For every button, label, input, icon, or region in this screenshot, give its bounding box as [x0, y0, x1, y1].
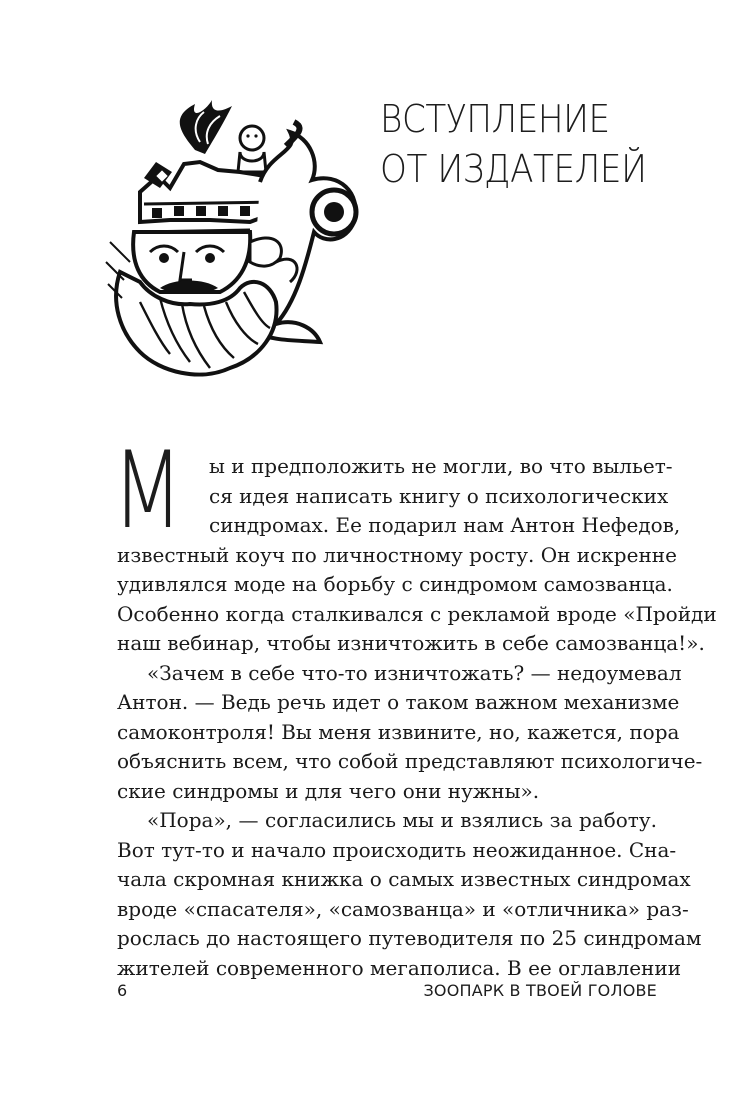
text-line: «Пора», — согласились мы и взялись за работу.	[147, 808, 657, 832]
text-line: «Зачем в себе что-то изничтожать? — недоумевал	[147, 660, 682, 685]
text-line: Вот тут-то и начало происходить неожиданное. Сна-	[117, 837, 677, 862]
text-line: самоконтроля! Вы меня извините, но, кажется, пора	[117, 719, 680, 744]
text-line: ся идея написать книгу о психологических	[209, 483, 669, 508]
text-line: вроде «спасателя», «самозванца» и «отличника» раз-	[117, 896, 689, 921]
text-line: рослась до настоящего путеводителя по 25 синдромам	[117, 926, 702, 950]
text-line: Особенно когда сталкивался с рекламой вроде «Пройди	[117, 601, 717, 626]
text-line: чала скромная книжка о самых известных синдромах	[117, 867, 691, 891]
text-line: ские синдромы и для чего они нужны».	[117, 778, 540, 803]
bearded-king-with-sea-creature-icon	[100, 92, 368, 382]
running-title: ЗООПАРК В ТВОЕЙ ГОЛОВЕ	[423, 981, 657, 1000]
chapter-title-line-1: ВСТУПЛЕНИЕ	[380, 97, 610, 141]
page-number: 6	[117, 981, 128, 1000]
chapter-illustration	[100, 92, 368, 382]
text-line: удивлялся моде на борьбу с синдромом самозванца.	[117, 572, 673, 596]
body-text	[112, 429, 717, 983]
drop-cap: М	[112, 429, 184, 552]
text-line: синдромах. Ее подарил нам Антон Нефедов,	[209, 513, 681, 537]
text-line: известный коуч по личностному росту. Он искренне	[117, 542, 677, 567]
text-line: Антон. — Ведь речь идет о таком важном механизме	[117, 690, 680, 714]
text-line: объяснить всем, что собой представляют психологиче-	[117, 749, 703, 773]
text-line: наш вебинар, чтобы изничтожить в себе самозванца!».	[117, 631, 705, 655]
text-line: ы и предположить не могли, во что выльет-	[209, 454, 673, 478]
page-footer	[117, 981, 657, 1003]
text-line: жителей современного мегаполиса. В ее оглавлении	[117, 955, 682, 980]
chapter-title-line-2: ОТ ИЗДАТЕЛЕЙ	[380, 147, 647, 191]
chapter-title	[380, 94, 680, 194]
